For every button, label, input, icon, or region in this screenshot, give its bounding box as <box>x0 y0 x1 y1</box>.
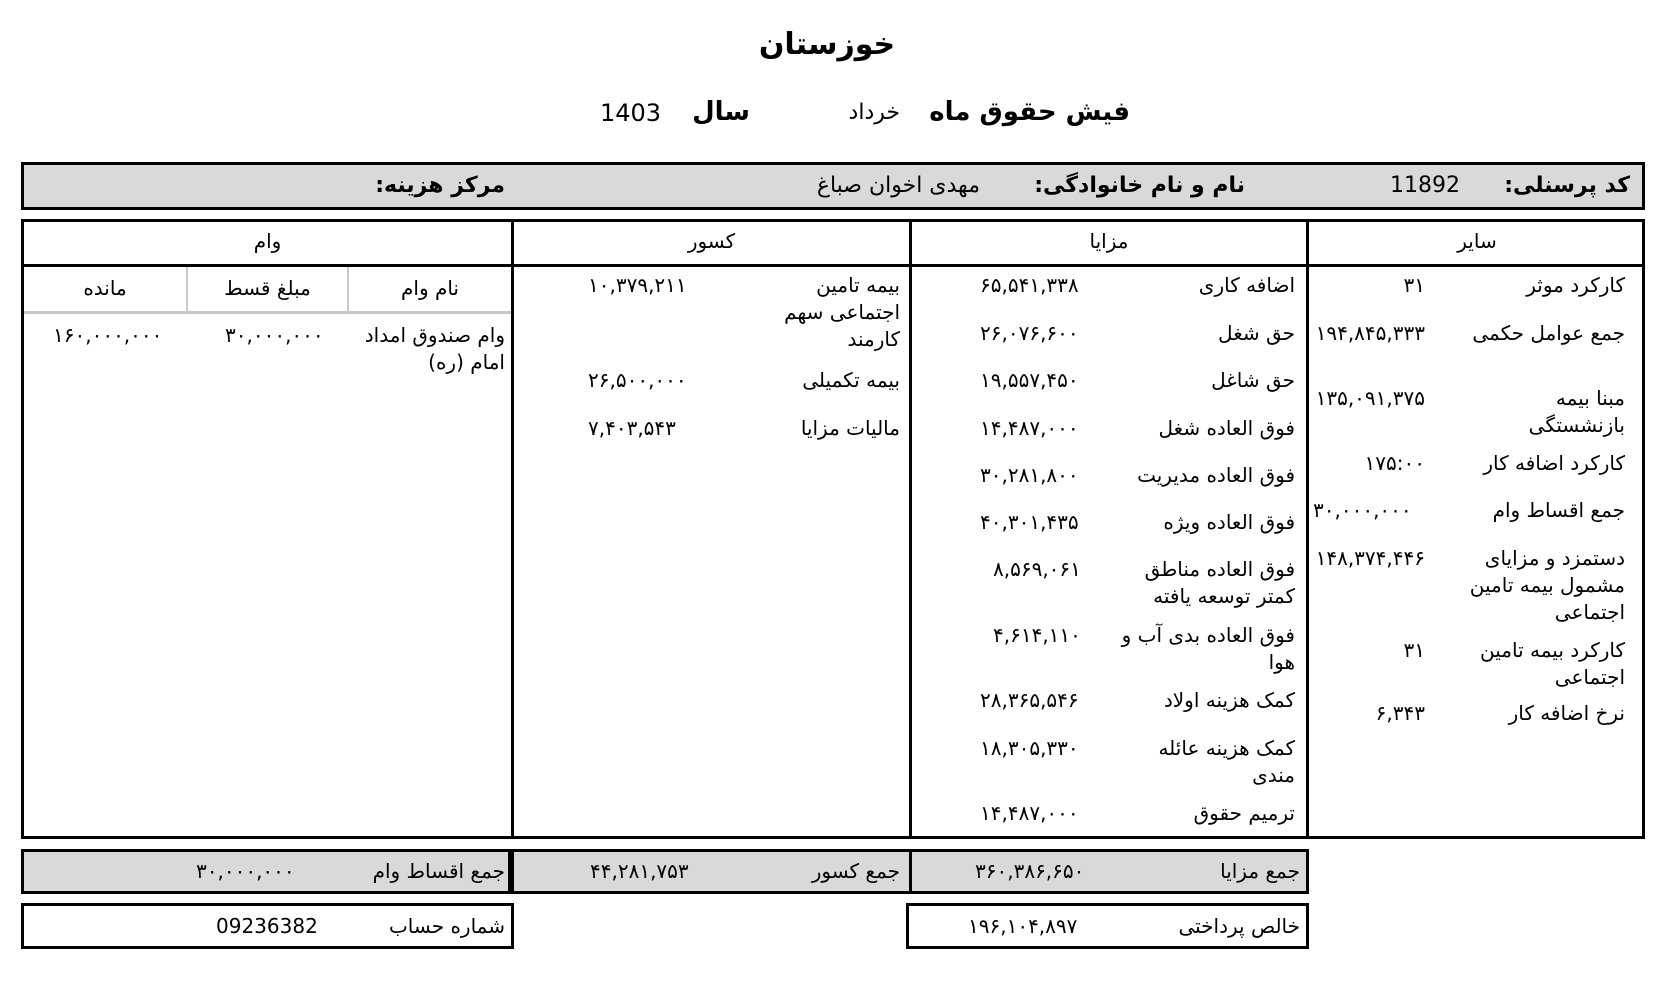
loan-row-installment: ۳۰,۰۰۰,۰۰۰ <box>225 323 324 347</box>
benefit-value-4: ۱۴,۴۸۷,۰۰۰ <box>980 416 1079 440</box>
benefit-label-9: کمک هزینه اولاد <box>1163 688 1295 712</box>
other-label-6: دستمزد و مزایای مشمول بیمه تامین اجتماعی <box>1469 546 1625 624</box>
deduction-value-1: ۱۰,۳۷۹,۲۱۱ <box>588 273 687 297</box>
cost-center-label: مرکز هزینه: <box>375 173 505 198</box>
benefit-label-8: فوق العاده بدی آب و هوا <box>1121 623 1295 674</box>
loan-header-name: نام وام <box>401 276 459 300</box>
other-value-6: ۱۴۸,۳۷۴,۴۴۶ <box>1315 546 1425 570</box>
benefit-value-3: ۱۹,۵۵۷,۴۵۰ <box>980 368 1079 392</box>
other-value-3: ۱۳۵,۰۹۱,۳۷۵ <box>1315 386 1425 410</box>
net-pay-label: خالص پرداختی <box>1178 914 1300 938</box>
deductions-total-label: جمع کسور <box>811 859 900 883</box>
benefit-value-2: ۲۶,۰۷۶,۶۰۰ <box>980 321 1079 345</box>
year-value: 1403 <box>600 99 662 127</box>
loan-row-remaining: ۱۶۰,۰۰۰,۰۰۰ <box>53 323 163 347</box>
benefit-label-4: فوق العاده شغل <box>1158 416 1295 440</box>
benefit-label-5: فوق العاده مدیریت <box>1137 463 1295 487</box>
account-label: شماره حساب <box>388 914 505 938</box>
other-label-1: کارکرد موثر <box>1526 273 1625 297</box>
other-label-7: کارکرد بیمه تامین اجتماعی <box>1480 638 1625 689</box>
benefit-label-1: اضافه کاری <box>1198 273 1295 297</box>
other-label-3: مبنا بیمه بازنشستگی <box>1528 386 1625 437</box>
other-label-5: جمع اقساط وام <box>1492 498 1625 522</box>
section-benefits: مزایا <box>1089 229 1129 253</box>
other-label-2: جمع عوامل حکمی <box>1472 321 1625 345</box>
benefit-label-7: فوق العاده مناطق کمتر توسعه یافته <box>1144 557 1295 608</box>
deduction-value-2: ۲۶,۵۰۰,۰۰۰ <box>588 368 687 392</box>
year-label: سال <box>692 97 750 127</box>
benefit-value-8: ۴,۶۱۴,۱۱۰ <box>993 623 1081 647</box>
section-deductions: کسور <box>687 229 736 253</box>
benefit-value-6: ۴۰,۳۰۱,۴۳۵ <box>980 510 1079 534</box>
other-label-4: کارکرد اضافه کار <box>1483 451 1625 475</box>
org-title: خوزستان <box>758 27 896 62</box>
other-value-4: ۱۷۵:۰۰ <box>1364 451 1425 475</box>
other-label-8: نرخ اضافه کار <box>1508 701 1625 725</box>
other-value-5: ۳۰,۰۰۰,۰۰۰ <box>1313 498 1412 522</box>
benefit-label-11: ترمیم حقوق <box>1193 801 1295 825</box>
loans-total-value: ۳۰,۰۰۰,۰۰۰ <box>196 859 295 883</box>
benefit-value-11: ۱۴,۴۸۷,۰۰۰ <box>980 801 1079 825</box>
benefit-value-7: ۸,۵۶۹,۰۶۱ <box>993 557 1081 581</box>
other-value-2: ۱۹۴,۸۴۵,۳۳۳ <box>1315 321 1425 345</box>
benefit-value-10: ۱۸,۳۰۵,۳۳۰ <box>980 736 1079 760</box>
other-value-1: ۳۱ <box>1403 273 1425 297</box>
benefit-label-10: کمک هزینه عائله مندی <box>1158 736 1295 787</box>
loan-header-remaining: مانده <box>83 276 127 300</box>
benefits-total-label: جمع مزایا <box>1220 859 1300 883</box>
benefit-value-9: ۲۸,۳۶۵,۵۴۶ <box>980 688 1079 712</box>
deduction-label-1: بیمه تامین اجتماعی سهم کارمند <box>784 273 900 351</box>
benefit-value-1: ۶۵,۵۴۱,۳۳۸ <box>980 273 1079 297</box>
deduction-label-2: بیمه تکمیلی <box>802 368 900 392</box>
deductions-total-value: ۴۴,۲۸۱,۷۵۳ <box>590 859 689 883</box>
employee-name: مهدی اخوان صباغ <box>816 173 980 198</box>
benefits-total-value: ۳۶۰,۳۸۶,۶۵۰ <box>975 859 1085 883</box>
loans-total-label: جمع اقساط وام <box>372 859 505 883</box>
slip-title: فیش حقوق ماه <box>929 97 1130 127</box>
net-pay-value: ۱۹۶,۱۰۴,۸۹۷ <box>968 914 1078 938</box>
other-value-8: ۶,۳۴۳ <box>1375 701 1425 725</box>
benefit-label-6: فوق العاده ویژه <box>1163 510 1295 534</box>
benefit-value-5: ۳۰,۲۸۱,۸۰۰ <box>980 463 1079 487</box>
loan-row-name: وام صندوق امداد امام (ره) <box>364 323 505 374</box>
benefit-label-3: حق شاغل <box>1211 368 1295 392</box>
personnel-code: 11892 <box>1390 173 1460 198</box>
section-other: سایر <box>1457 229 1497 253</box>
slip-month: خرداد <box>848 100 900 125</box>
deduction-value-3: ۷,۴۰۳,۵۴۳ <box>588 416 676 440</box>
personnel-code-label: کد پرسنلی: <box>1504 173 1630 198</box>
loan-header-installment: مبلغ قسط <box>224 276 311 300</box>
name-label: نام و نام خانوادگی: <box>1034 173 1245 198</box>
benefit-label-2: حق شغل <box>1218 321 1295 345</box>
section-loan: وام <box>253 229 282 253</box>
deduction-label-3: مالیات مزایا <box>800 416 900 440</box>
account-number: 09236382 <box>216 914 318 938</box>
other-value-7: ۳۱ <box>1403 638 1425 662</box>
